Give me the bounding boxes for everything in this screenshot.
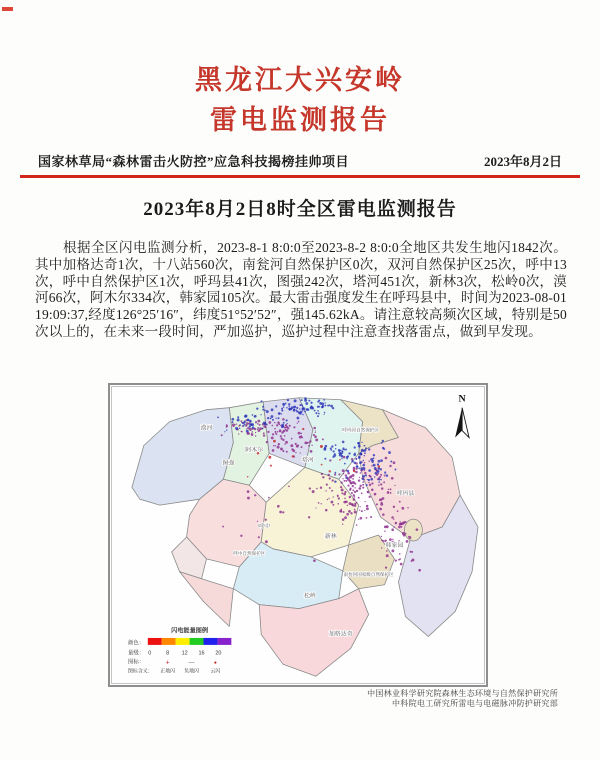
district-label: 韩家园 (385, 542, 404, 549)
legend-color-swatch (148, 638, 162, 645)
north-arrow-left-half (455, 408, 462, 438)
north-arrow-right-half (462, 408, 469, 438)
district-label: 加格达奇 (328, 631, 353, 638)
legend-meaning-row-label: 图标含义： (127, 669, 153, 675)
report-date: 2023年8月2日 (483, 154, 562, 169)
legend-scale-ticks (148, 650, 221, 656)
legend-color-swatch (190, 638, 204, 645)
report-masthead (0, 60, 600, 140)
project-name: 国家林草局“森林雷击火防控”应急科技揭榜挂帅项目 (38, 154, 350, 169)
institution-credits (367, 689, 558, 709)
district-label: 阿木尔 (245, 447, 264, 454)
legend-scale-row-label: 量级： (127, 650, 145, 657)
report-body-paragraph: 根据全区闪电监测分析，2023-8-1 8:0:0至2023-8-2 8:0:0全地区共发生地闪1842次。其中加格达奇1次，十八站560次，南瓮河自然保护区0次，双河自然保护区25次，呼中13次，呼中自然保护区1次，呼玛县41次，图强242次，塔河451次，新林3次，松岭0次，漠河66次，阿木尔334次，韩家园105次。最大雷击强度发生在呼玛县中，时间为2023-08-01 19:09:37,经度126°25′16″，纬度51°52′52″，强145.62kA。请注意较高频次区域，特别是50次以上的，在未来一段时间，严加巡护，巡护过程中注意查找落雷点，做到早发现。 (35, 240, 567, 339)
legend-title: 闪电能量图例 (171, 627, 209, 635)
district-label: 呼玛河自然保护区 (342, 427, 379, 433)
legend-icons (166, 658, 217, 666)
legend-meaning: 负地闪 (184, 669, 200, 675)
legend-meaning: 正地闪 (160, 669, 176, 675)
red-divider-rule (20, 175, 580, 178)
map-legend (128, 626, 231, 674)
legend-color-row-label: 颜色： (127, 640, 145, 647)
cloud-flash-icon: ● (213, 660, 217, 666)
legend-tick: 0 (148, 650, 152, 657)
legend-meaning: 云闪 (210, 669, 221, 675)
legend-color-swatch (217, 638, 231, 645)
legend-color-swatch (204, 638, 218, 645)
legend-tick: 20 (215, 650, 222, 657)
scan-artifact-mark (2, 7, 13, 11)
district-label: 呼中 (258, 524, 271, 531)
district-label: 塔河 (301, 457, 314, 464)
district-label: 南瓮河国家级自然保护区 (343, 571, 394, 577)
legend-tick: 16 (198, 650, 205, 657)
positive-strike-icon: + (165, 658, 170, 667)
negative-strike-icon: — (188, 659, 195, 666)
credit-line-2: 中科院电工研究所雷电与电磁脉冲防护研究部 (392, 699, 558, 708)
district-label: 松岭 (303, 593, 316, 600)
small-reserve-shape (404, 519, 422, 541)
header-row (38, 151, 562, 170)
legend-color-swatch (176, 638, 190, 645)
district-map (112, 387, 484, 683)
north-arrow-icon (455, 394, 469, 438)
map-frame-inner (111, 386, 485, 684)
lightning-map-figure (108, 383, 488, 687)
district-shape-southwest (180, 572, 234, 627)
legend-tick: 8 (166, 650, 170, 657)
legend-tick: 12 (181, 650, 188, 657)
masthead-line1: 黑龙江大兴安岭 (195, 65, 405, 95)
credit-line-1: 中国林业科学研究院森林生态环境与自然保护研究所 (367, 689, 558, 698)
district-label: 漠河 (200, 425, 213, 432)
legend-colorbar (148, 638, 232, 645)
north-arrow-label: N (458, 393, 466, 405)
district-label: 图强 (222, 460, 235, 467)
district-label: 呼玛县 (396, 491, 415, 498)
legend-meanings (160, 667, 220, 674)
district-label: 呼中自然保护区 (233, 550, 266, 556)
masthead-line2: 雷电监测报告 (210, 105, 390, 135)
legend-icon-row-label: 图标： (127, 659, 145, 666)
report-subtitle: 2023年8月2日8时全区雷电监测报告 (143, 199, 457, 220)
legend-color-swatch (162, 638, 176, 645)
district-label: 新林 (324, 533, 337, 540)
